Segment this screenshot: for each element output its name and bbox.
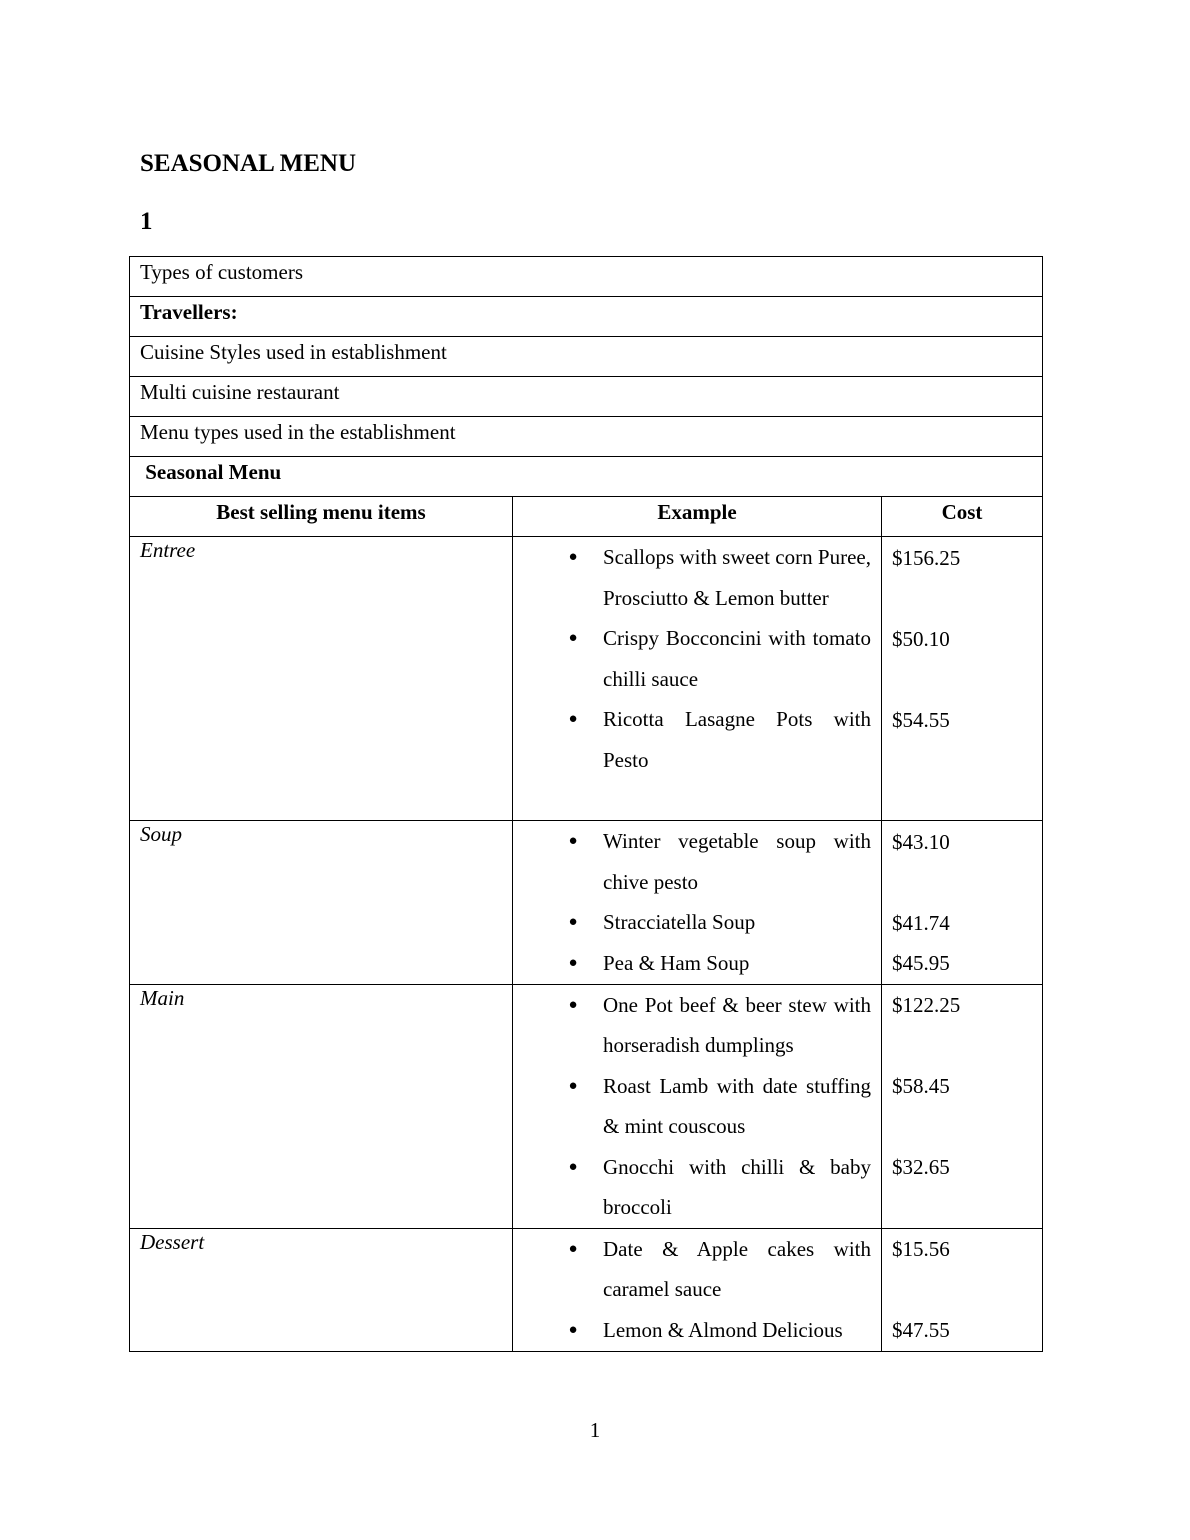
- table-row: [130, 537, 1043, 821]
- cost-cell: [882, 1228, 1043, 1351]
- info-row: [130, 377, 1043, 417]
- dish-list: [523, 821, 871, 983]
- info-cuisine-styles-label: Cuisine Styles used in establishment: [130, 337, 1043, 377]
- category-name: Entree: [130, 537, 513, 821]
- page-number: 1: [589, 1418, 601, 1442]
- category-name: Main: [130, 984, 513, 1228]
- dish-cost: $122.25: [892, 993, 961, 1017]
- dish-name: Winter vegetable soup with chive pesto: [603, 829, 871, 894]
- table-row: [130, 821, 1043, 985]
- list-item: [523, 699, 871, 780]
- info-row: [130, 297, 1043, 337]
- dish-cost: $45.95: [892, 951, 950, 975]
- dish-name: Stracciatella Soup: [603, 910, 756, 934]
- info-menu-types-label: Menu types used in the establishment: [130, 417, 1043, 457]
- dish-list-cell: [513, 984, 882, 1228]
- section-number: 1: [140, 208, 153, 235]
- dish-name: Pea & Ham Soup: [603, 950, 750, 975]
- bullet-icon: ●: [568, 630, 578, 646]
- dish-name: Gnocchi with chilli & baby broccoli: [603, 1154, 871, 1219]
- bullet-icon: ●: [568, 1158, 578, 1175]
- dish-cost: $15.56: [892, 1237, 950, 1261]
- dish-cost: $156.25: [892, 545, 961, 570]
- info-row: [130, 337, 1043, 377]
- dish-cost: $50.10: [892, 626, 950, 651]
- list-item: [523, 537, 871, 618]
- dish-cost: $43.10: [892, 829, 950, 854]
- bullet-icon: ●: [568, 549, 578, 565]
- list-item: [523, 943, 871, 984]
- list-item: [523, 1147, 871, 1228]
- info-cuisine-styles-value: Multi cuisine restaurant: [130, 377, 1043, 417]
- cell-spacer: [523, 780, 871, 820]
- dish-name: Scallops with sweet corn Puree, Prosciutto & Lemon butter: [603, 545, 871, 610]
- dish-cost: $32.65: [892, 1155, 950, 1179]
- dish-cost: $47.55: [892, 1318, 950, 1342]
- info-customer-types-label: Types of customers: [130, 257, 1043, 297]
- dish-name: Ricotta Lasagne Pots with Pesto: [603, 707, 871, 772]
- header-cost: Cost: [882, 497, 1043, 537]
- table-row: [130, 984, 1043, 1228]
- dish-name: Lemon & Almond Delicious: [603, 1317, 843, 1342]
- dish-cost: $41.74: [892, 910, 950, 935]
- header-items: Best selling menu items: [130, 497, 513, 537]
- dish-name: One Pot beef & beer stew with horseradish dumplings: [603, 992, 871, 1057]
- list-item: [523, 985, 871, 1066]
- category-name: Soup: [130, 821, 513, 985]
- document-title: SEASONAL MENU: [140, 150, 357, 177]
- list-item: [523, 1310, 871, 1351]
- bullet-icon: ●: [568, 1077, 578, 1094]
- category-name: Dessert: [130, 1228, 513, 1351]
- info-row: [130, 457, 1043, 497]
- bullet-icon: ●: [568, 1321, 578, 1338]
- list-item: [523, 1229, 871, 1310]
- info-menu-types-value: Seasonal Menu: [130, 457, 1043, 497]
- dish-name: Crispy Bocconcini with tomato chilli sauce: [603, 626, 871, 691]
- table-row: [130, 1228, 1043, 1351]
- bullet-icon: ●: [568, 954, 578, 971]
- dish-list: [523, 1229, 871, 1351]
- info-customer-types-value: Travellers:: [130, 297, 1043, 337]
- cost-cell: [882, 537, 1043, 821]
- bullet-icon: ●: [568, 914, 578, 930]
- cost-cell: [882, 984, 1043, 1228]
- info-row: [130, 417, 1043, 457]
- dish-list: [523, 537, 871, 780]
- info-row: [130, 257, 1043, 297]
- dish-name: Date & Apple cakes with caramel sauce: [603, 1236, 871, 1301]
- dish-cost: $54.55: [892, 707, 950, 732]
- dish-cost: $58.45: [892, 1074, 950, 1098]
- dish-list-cell: [513, 537, 882, 821]
- list-item: [523, 1066, 871, 1147]
- header-example: Example: [513, 497, 882, 537]
- dish-list: [523, 985, 871, 1228]
- list-item: [523, 821, 871, 902]
- cost-cell: [882, 821, 1043, 985]
- bullet-icon: ●: [568, 1240, 578, 1257]
- dish-list-cell: [513, 1228, 882, 1351]
- dish-name: Roast Lamb with date stuffing & mint couscous: [603, 1073, 871, 1138]
- bullet-icon: ●: [568, 996, 578, 1013]
- bullet-icon: ●: [568, 833, 578, 849]
- bullet-icon: ●: [568, 711, 578, 727]
- menu-table: [129, 256, 1043, 1352]
- list-item: [523, 618, 871, 699]
- table-header-row: [130, 497, 1043, 537]
- list-item: [523, 902, 871, 943]
- dish-list-cell: [513, 821, 882, 985]
